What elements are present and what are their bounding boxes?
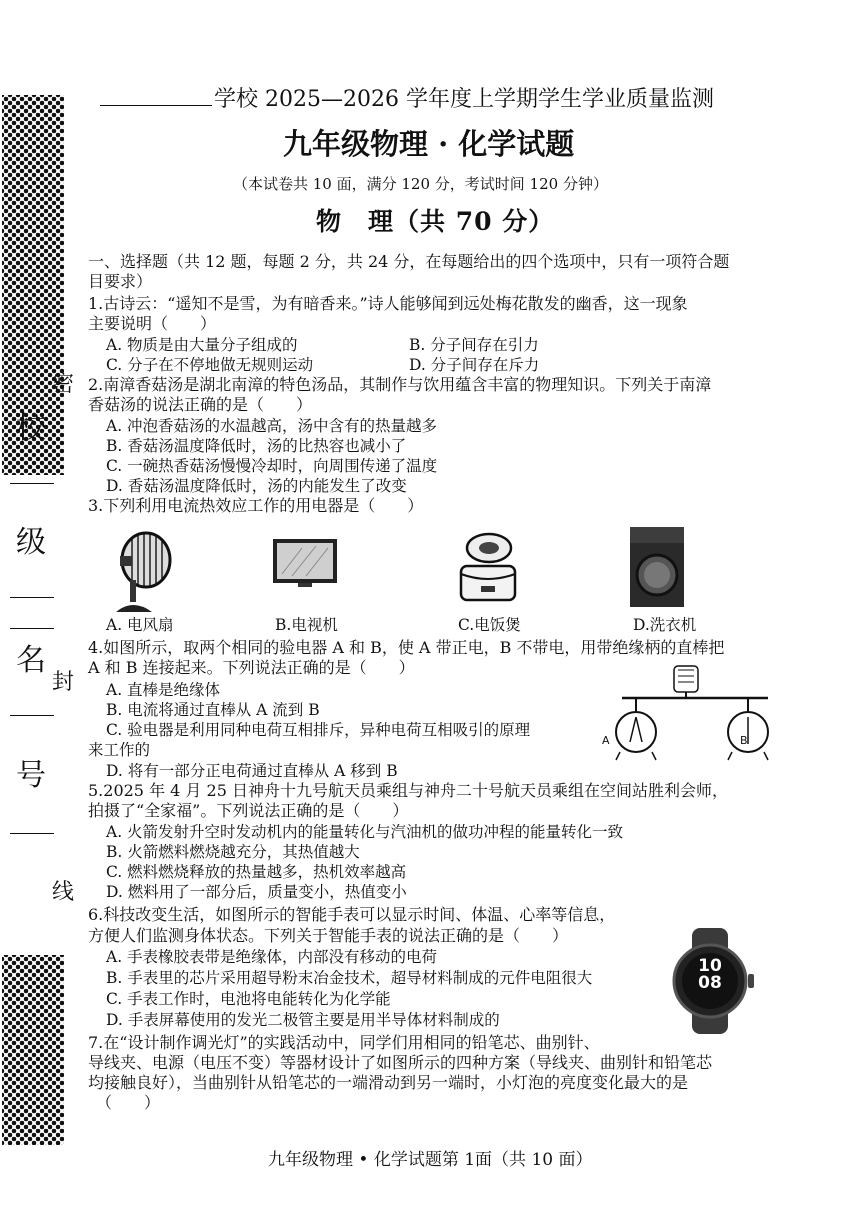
q2-stem-1: 2.南漳香菇汤是湖北南漳的特色汤品，其制作与饮用蕴含丰富的物理知识。下列关于南漳 xyxy=(88,375,712,394)
q3-option-a: A. 电风扇 xyxy=(106,616,174,634)
name-blank xyxy=(10,715,54,716)
q5-stem-1: 5.2025 年 4 月 25 日神舟十九号航天员乘组与神舟二十号航天员乘组在空间站胜利会师， xyxy=(88,781,728,800)
grade-blank xyxy=(10,597,54,598)
seal-mark-2: 封 xyxy=(52,670,75,695)
instructions-line2: 目要求） xyxy=(88,272,153,291)
q6-stem-2: 方便人们监测身体状态。下列关于智能手表的说法正确的是（ ） xyxy=(88,926,569,945)
exam-info: （本试卷共 10 面，满分 120 分，考试时间 120 分钟） xyxy=(233,175,608,193)
q1-option-a: A. 物质是由大量分子组成的 xyxy=(106,336,298,354)
q4-stem-1: 4.如图所示，取两个相同的验电器 A 和 B，使 A 带正电，B 不带电，用带绝缘柄的直棒把 xyxy=(88,638,725,657)
smartwatch-figure xyxy=(662,928,772,1034)
q5-stem-2: 拍摄了“全家福”。下列说法正确的是（ ） xyxy=(88,801,409,820)
q2-option-d: D. 香菇汤温度降低时，汤的内能发生了改变 xyxy=(106,477,407,495)
tv-icon xyxy=(272,538,338,588)
q5-option-b: B. 火箭燃料燃烧越充分，其热值越大 xyxy=(106,843,360,861)
q5-option-a: A. 火箭发射升空时发动机内的能量转化与汽油机的做功冲程的能量转化一致 xyxy=(106,823,624,841)
number-label: 号 xyxy=(16,758,46,793)
q3-option-d: D.洗衣机 xyxy=(633,616,697,634)
q2-option-c: C. 一碗热香菇汤慢慢冷却时，向周围传递了温度 xyxy=(106,457,438,475)
seal-mark-1: 密 xyxy=(52,372,75,397)
electroscope-figure xyxy=(598,662,778,772)
q5-option-c: C. 燃料燃烧释放的热量越多，热机效率越高 xyxy=(106,863,407,881)
q1-option-c: C. 分子在不停地做无规则运动 xyxy=(106,356,314,374)
q5-option-d: D. 燃料用了一部分后，质量变小，热值变小 xyxy=(106,883,407,901)
washing-machine-icon xyxy=(628,525,686,609)
q2-option-b: B. 香菇汤温度降低时，汤的比热容也减小了 xyxy=(106,437,407,455)
q1-stem-2: 主要说明（ ） xyxy=(88,314,217,333)
fan-icon xyxy=(112,530,174,612)
electroscope-b-label: B xyxy=(740,734,748,747)
q4-option-b: B. 电流将通过直棒从 A 流到 B xyxy=(106,701,320,719)
q1-option-d: D. 分子间存在斥力 xyxy=(409,356,540,374)
binding-margin xyxy=(0,95,75,1145)
instructions-line1: 一、选择题（共 12 题，每题 2 分，共 24 分，在每题给出的四个选项中，只有一项符合题 xyxy=(88,252,730,271)
q2-option-a: A. 冲泡香菇汤的水温越高，汤中含有的热量越多 xyxy=(106,417,438,435)
number-blank xyxy=(10,833,54,834)
q4-option-c-2: 来工作的 xyxy=(88,741,151,759)
q7-stem-2: 导线夹、电源（电压不变）等器材设计了如图所示的四种方案（导线夹、曲别针和铅笔芯 xyxy=(88,1053,713,1072)
q3-option-b: B.电视机 xyxy=(275,616,338,634)
q3-stem: 3.下列利用电流热效应工作的用电器是（ ） xyxy=(88,496,424,515)
watch-hours: 10 xyxy=(698,956,722,976)
q3-option-c: C.电饭煲 xyxy=(458,616,521,634)
page-title: 九年级物理 · 化学试题 xyxy=(283,127,575,161)
page-footer: 九年级物理 • 化学试题第 1面（共 10 面） xyxy=(268,1150,593,1170)
school-line: 学校 2025—2026 学年度上学期学生学业质量监测 xyxy=(100,90,714,110)
q7-stem-3: 均接触良好），当曲别针从铅笔芯的一端滑动到另一端时，小灯泡的亮度变化最大的是 xyxy=(88,1073,689,1092)
watch-minutes: 08 xyxy=(698,973,722,993)
q7-stem-4: （ ） xyxy=(96,1093,161,1112)
q4-stem-2: A 和 B 连接起来。下列说法正确的是（ ） xyxy=(88,658,415,677)
q6-stem-1: 6.科技改变生活，如图所示的智能手表可以显示时间、体温、心率等信息， xyxy=(88,905,616,924)
rice-cooker-icon xyxy=(455,530,519,606)
q4-option-a: A. 直棒是绝缘体 xyxy=(106,681,221,699)
q4-option-d: D. 将有一部分正电荷通过直棒从 A 移到 B xyxy=(106,762,398,780)
q2-stem-2: 香菇汤的说法正确的是（ ） xyxy=(88,395,313,414)
class-blank xyxy=(10,628,54,629)
q6-option-a: A. 手表橡胶表带是绝缘体，内部没有移动的电荷 xyxy=(106,948,438,966)
school-blank-line xyxy=(100,105,212,106)
school-label: 校 xyxy=(16,411,46,446)
electroscope-a-label: A xyxy=(602,734,610,747)
q6-option-b: B. 手表里的芯片采用超导粉末冶金技术，超导材料制成的元件电阻很大 xyxy=(106,969,593,987)
q6-option-d: D. 手表屏幕使用的发光二极管主要是用半导体材料制成的 xyxy=(106,1011,500,1029)
q4-option-c-1: C. 验电器是利用同种电荷互相排斥，异种电荷互相吸引的原理 xyxy=(106,721,531,739)
grade-label: 级 xyxy=(16,525,46,560)
seal-mark-3: 线 xyxy=(52,880,75,905)
q7-stem-1: 7.在“设计制作调光灯”的实践活动中，同学们用相同的铅笔芯、曲别针、 xyxy=(88,1033,600,1052)
name-label: 名 xyxy=(16,643,46,678)
q6-option-c: C. 手表工作时，电池将电能转化为化学能 xyxy=(106,990,391,1008)
school-blank xyxy=(10,483,54,484)
section-title: 物 理（共 70 分） xyxy=(316,207,555,236)
q1-stem-1: 1.古诗云：“遥知不是雪，为有暗香来。”诗人能够闻到远处梅花散发的幽香，这一现象 xyxy=(88,294,688,313)
q1-option-b: B. 分子间存在引力 xyxy=(409,336,539,354)
